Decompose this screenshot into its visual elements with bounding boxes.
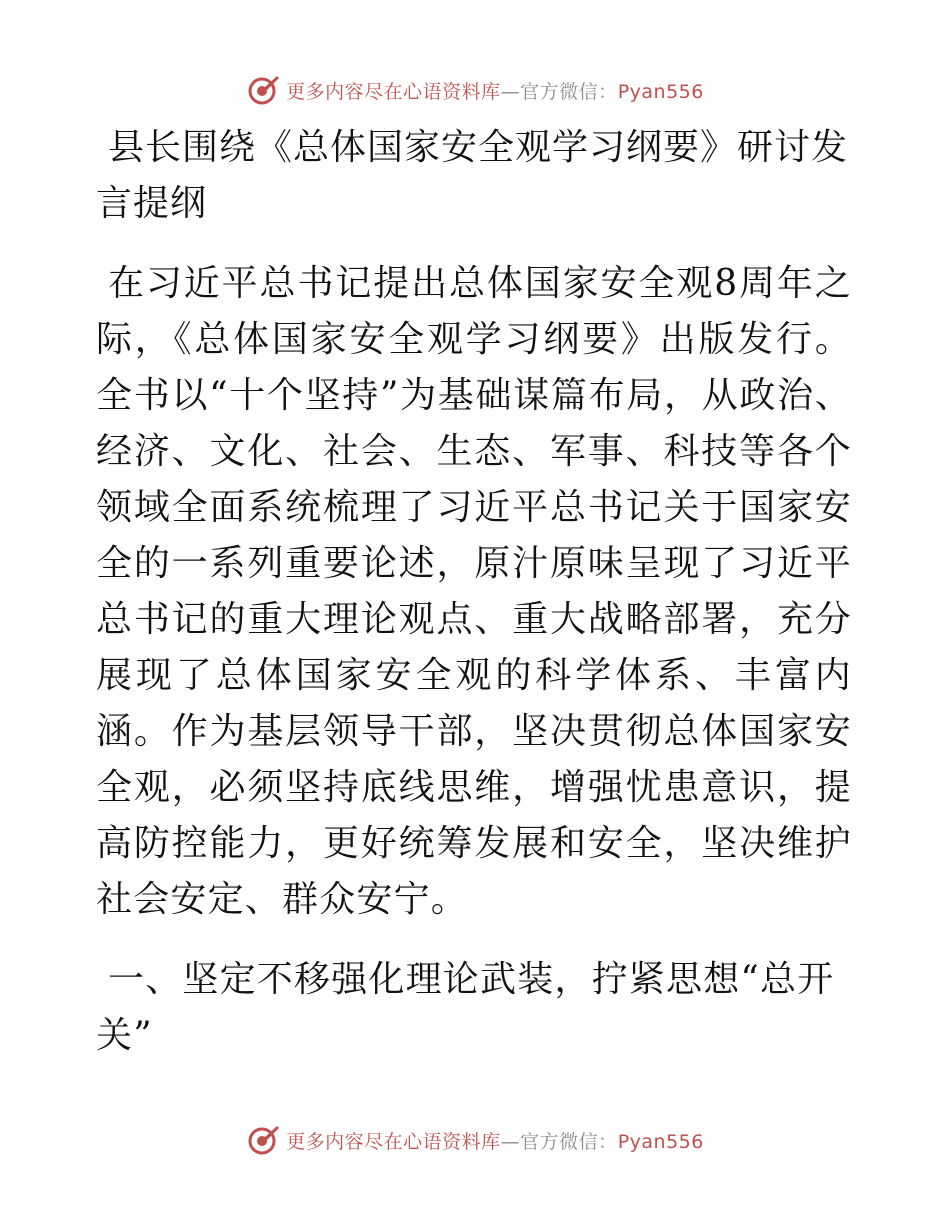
watermark-id: Pyan556 (617, 1130, 704, 1153)
footer-watermark (0, 1120, 950, 1160)
section-heading-1: 一、坚定不移强化理论武装，拧紧思想“总开关” (96, 959, 835, 1056)
watermark-sub: 官方微信： (520, 1130, 618, 1153)
document-title: 县长围绕《总体国家安全观学习纲要》研讨发言提纲 (96, 127, 849, 224)
watermark-text (286, 77, 704, 104)
pen-in-circle-logo-icon (246, 73, 280, 107)
watermark-text (286, 1127, 704, 1154)
watermark-separator: — (500, 1130, 521, 1153)
paragraph-intro: 在习近平总书记提出总体国家安全观8周年之际，《总体国家安全观学习纲要》出版发行。全书以“十个坚持”为基础谋篇布局，从政治、经济、文化、社会、生态、军事、科技等各个领域全面系统梳理了习近平总书记关于国家安全的一系列重要论述，原汁原味呈现了习近平总书记的重大理论观点、重大战略部署，充分展现了总体国家安全观的科学体系、丰富内涵。作为基层领导干部，坚决贯彻总体国家安全观，必须坚持底线思维，增强忧患意识，提高防控能力，更好统筹发展和安全，坚决维护社会安定、群众安宁。 (96, 263, 852, 920)
watermark-id: Pyan556 (617, 80, 704, 103)
document-body (96, 120, 852, 1064)
watermark-separator: — (500, 80, 521, 103)
watermark-sub: 官方微信： (520, 80, 618, 103)
watermark-main: 更多内容尽在心语资料库 (286, 1130, 501, 1153)
header-watermark (0, 70, 950, 110)
pen-in-circle-logo-icon (246, 1123, 280, 1157)
watermark-main: 更多内容尽在心语资料库 (286, 80, 501, 103)
